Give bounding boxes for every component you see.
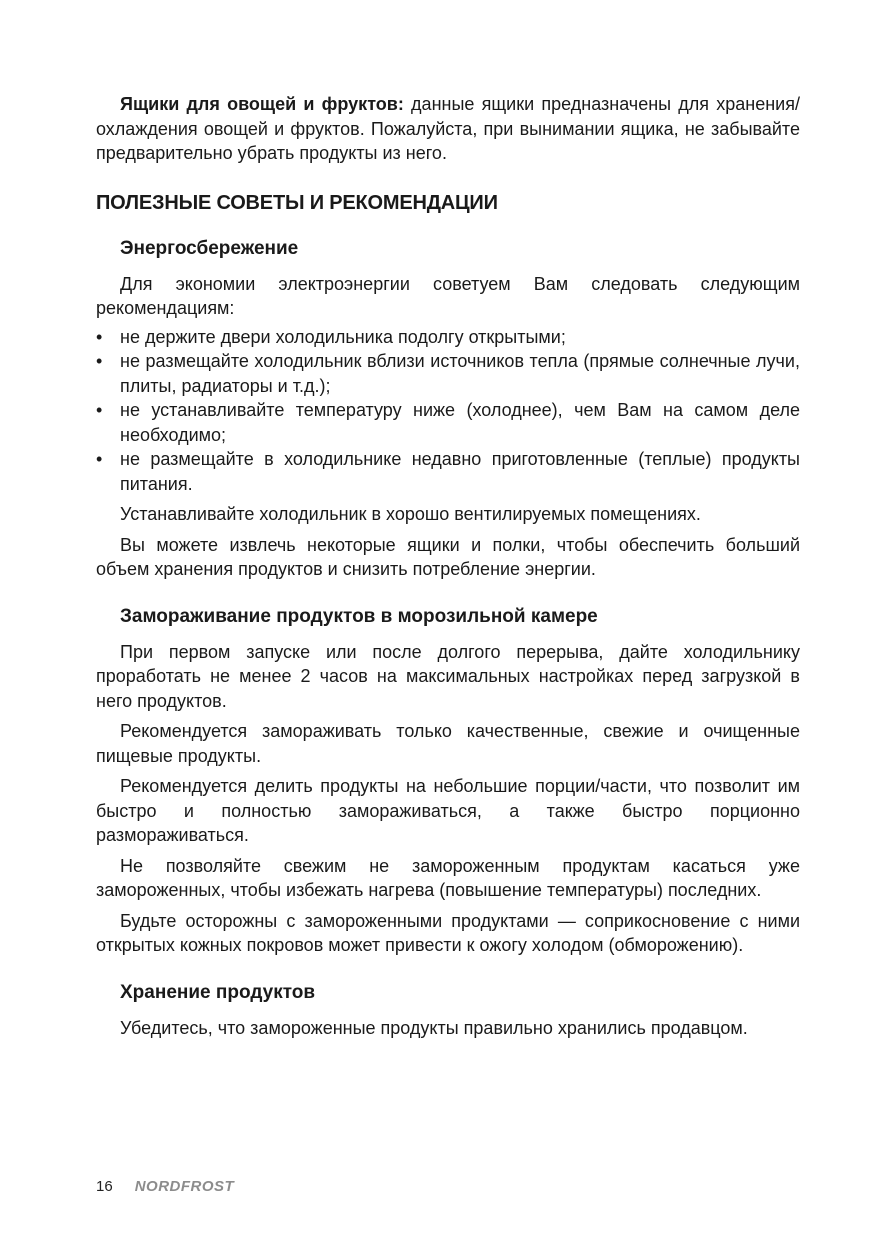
bullet-icon: • bbox=[96, 400, 103, 420]
freezing-paragraph: Не позволяйте свежим не замороженным продуктам касаться уже замороженных, чтобы избежать нагрева (повышение температуры) последних. bbox=[96, 855, 800, 900]
list-item-text: не держите двери холодильника подолгу открытыми; bbox=[120, 326, 566, 347]
page-footer bbox=[96, 1176, 234, 1196]
list-item bbox=[96, 349, 800, 398]
bullet-icon: • bbox=[96, 326, 103, 347]
list-item-text: не размещайте в холодильнике недавно приготовленные (теплые) продукты питания. bbox=[120, 449, 800, 494]
freezing-paragraph: Рекомендуется замораживать только качественные, свежие и очищенные пищевые продукты. bbox=[96, 721, 800, 766]
freezing-paragraph: Будьте осторожны с замороженными продуктами — соприкосновение с ними открытых кожных покровов может привести к ожогу холодом (обморожению). bbox=[96, 910, 800, 955]
bullet-icon: • bbox=[96, 351, 103, 371]
bullet-icon: • bbox=[96, 449, 103, 469]
intro-paragraph bbox=[96, 92, 800, 166]
page-content bbox=[96, 92, 800, 1040]
list-item bbox=[96, 325, 800, 350]
section-title: ПОЛЕЗНЫЕ СОВЕТЫ И РЕКОМЕНДАЦИИ bbox=[96, 191, 498, 214]
brand-logo: NORDFROST bbox=[134, 1177, 235, 1195]
energy-paragraph: Вы можете извлечь некоторые ящики и полки, чтобы обеспечить больший объем хранения продуктов и снизить потребление энергии. bbox=[96, 534, 800, 579]
list-item bbox=[96, 398, 800, 447]
list-item bbox=[96, 447, 800, 496]
page-number: 16 bbox=[96, 1177, 113, 1195]
storage-paragraph: Убедитесь, что замороженные продукты правильно хранились продавцом. bbox=[120, 1017, 748, 1038]
energy-bullet-list bbox=[96, 325, 800, 497]
list-item-text: не устанавливайте температуру ниже (холоднее), чем Вам на самом деле необходимо; bbox=[120, 400, 800, 445]
freezing-paragraph: При первом запуске или после долгого перерыва, дайте холодильнику проработать не менее 2 часов на максимальных настройках перед загрузкой в него продуктов. bbox=[96, 641, 800, 711]
intro-lead: Ящики для овощей и фруктов: bbox=[120, 94, 404, 114]
freezing-paragraph: Рекомендуется делить продукты на небольшие порции/части, что позволит им быстро и полностью замораживаться, а также быстро порционно размораживаться. bbox=[96, 776, 800, 845]
list-item-text: не размещайте холодильник вблизи источников тепла (прямые солнечные лучи, плиты, радиаторы и т.д.); bbox=[120, 351, 800, 396]
energy-intro: Для экономии электроэнергии советуем Вам следовать следующим рекомендациям: bbox=[96, 273, 800, 318]
intro-text: данные ящики предназначены для хранения/охлаждения овощей и фруктов. Пожалуйста, при вынимании ящика, не забывайте предварительно убрать продукты из него. bbox=[96, 94, 800, 163]
storage-title: Хранение продуктов bbox=[120, 981, 316, 1003]
energy-title: Энергосбережение bbox=[120, 237, 299, 259]
energy-paragraph: Устанавливайте холодильник в хорошо вентилируемых помещениях. bbox=[120, 504, 701, 524]
freezing-title: Замораживание продуктов в морозильной камере bbox=[120, 605, 598, 627]
